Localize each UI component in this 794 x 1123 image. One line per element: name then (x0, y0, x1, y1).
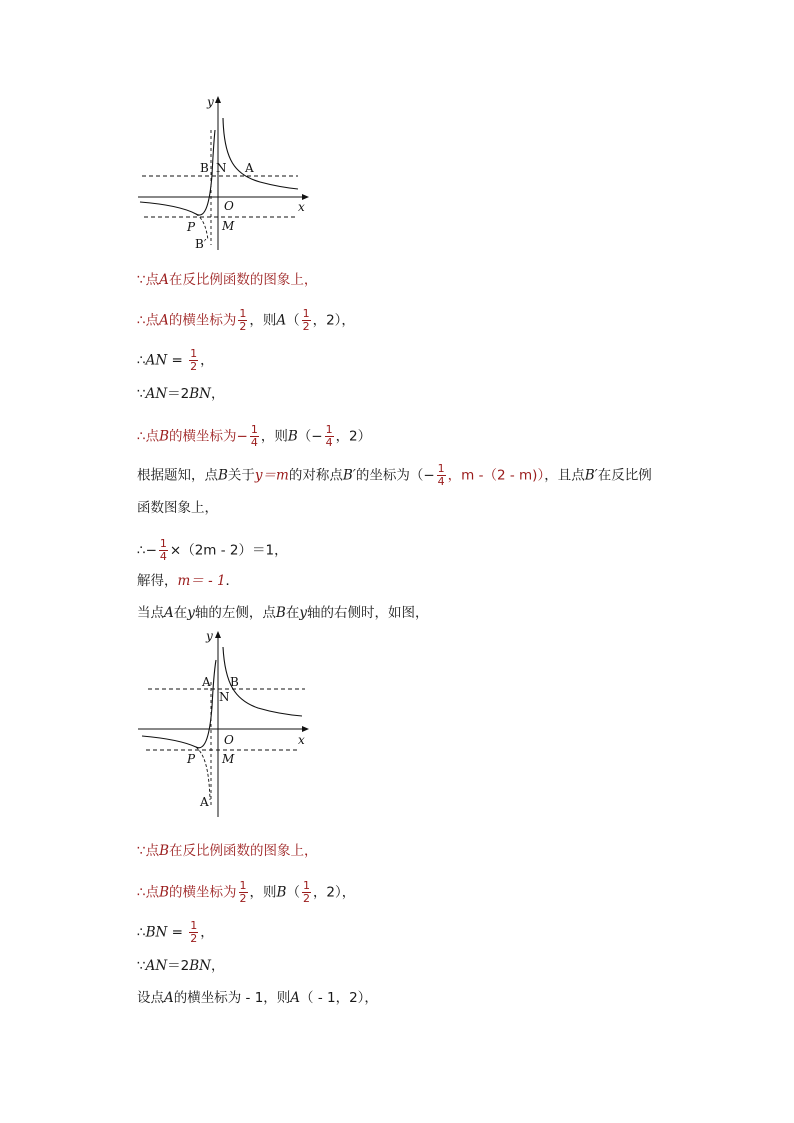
label-a: A (245, 161, 254, 175)
line-12: ∴点B的横坐标为 $\frac{1}{2}$ ，则B（ $\frac{1}{2}$ ，2）， (137, 879, 356, 905)
figure-hyperbola-1 (130, 90, 320, 255)
label-a: A (202, 675, 211, 689)
figure-hyperbola-2 (130, 622, 320, 822)
line-15: 设点A的横坐标为 - 1，则A（ - 1，2）， (137, 990, 378, 1006)
curve-right-branch (223, 118, 298, 189)
label-x: x (298, 733, 305, 747)
line-7: 函数图象上， (137, 500, 218, 516)
label-y: y (206, 629, 213, 643)
label-n: N (216, 161, 227, 175)
label-o: O (224, 733, 234, 747)
label-o: O (224, 199, 234, 213)
label-m: M (222, 752, 235, 766)
y-axis-arrow (215, 96, 221, 103)
line-14: ∵AN＝2BN， (137, 958, 225, 974)
label-m: M (222, 219, 235, 233)
label-a-bottom: A (200, 795, 209, 809)
line-9: 解得，m＝ - 1． (137, 573, 240, 589)
label-bprime: B′ (195, 237, 207, 251)
line-4: ∵AN＝2BN， (137, 386, 225, 402)
line-8: ∴− $\frac{1}{4}$ ×（2m - 2）＝1， (137, 537, 288, 563)
line-1: ∵点A在反比例函数的图象上， (137, 272, 318, 288)
x-axis-arrow (302, 726, 309, 732)
label-y: y (207, 95, 214, 109)
line-13: ∴BN = $\frac{1}{2}$ ， (137, 919, 214, 945)
line-2: ∴点A的横坐标为 $\frac{1}{2}$ ，则A（ $\frac{1}{2}$ ，2）， (137, 307, 355, 333)
line-11: ∵点B在反比例函数的图象上， (137, 843, 318, 859)
line-3: ∴AN = $\frac{1}{2}$ ， (137, 347, 214, 373)
curve-left-branch (142, 660, 216, 748)
label-x: x (298, 200, 305, 214)
curve-reflected (196, 747, 210, 800)
line-5: ∴点B的横坐标为− $\frac{1}{4}$ ，则B（− $\frac{1}{4}$ ，2） (137, 423, 372, 449)
label-b: B (230, 675, 239, 689)
line-10: 当点A在y轴的左侧，点B在y轴的右侧时，如图， (137, 605, 429, 621)
label-n: N (219, 690, 230, 704)
label-b: B (200, 161, 209, 175)
label-p: P (187, 752, 196, 766)
label-p: P (187, 220, 196, 234)
line-6: 根据题知，点B关于y＝m的对称点B′的坐标为（− $\frac{1}{4}$ ，m -（2 - m)），且点B′在反比例 (137, 462, 652, 488)
y-axis-arrow (215, 631, 221, 638)
